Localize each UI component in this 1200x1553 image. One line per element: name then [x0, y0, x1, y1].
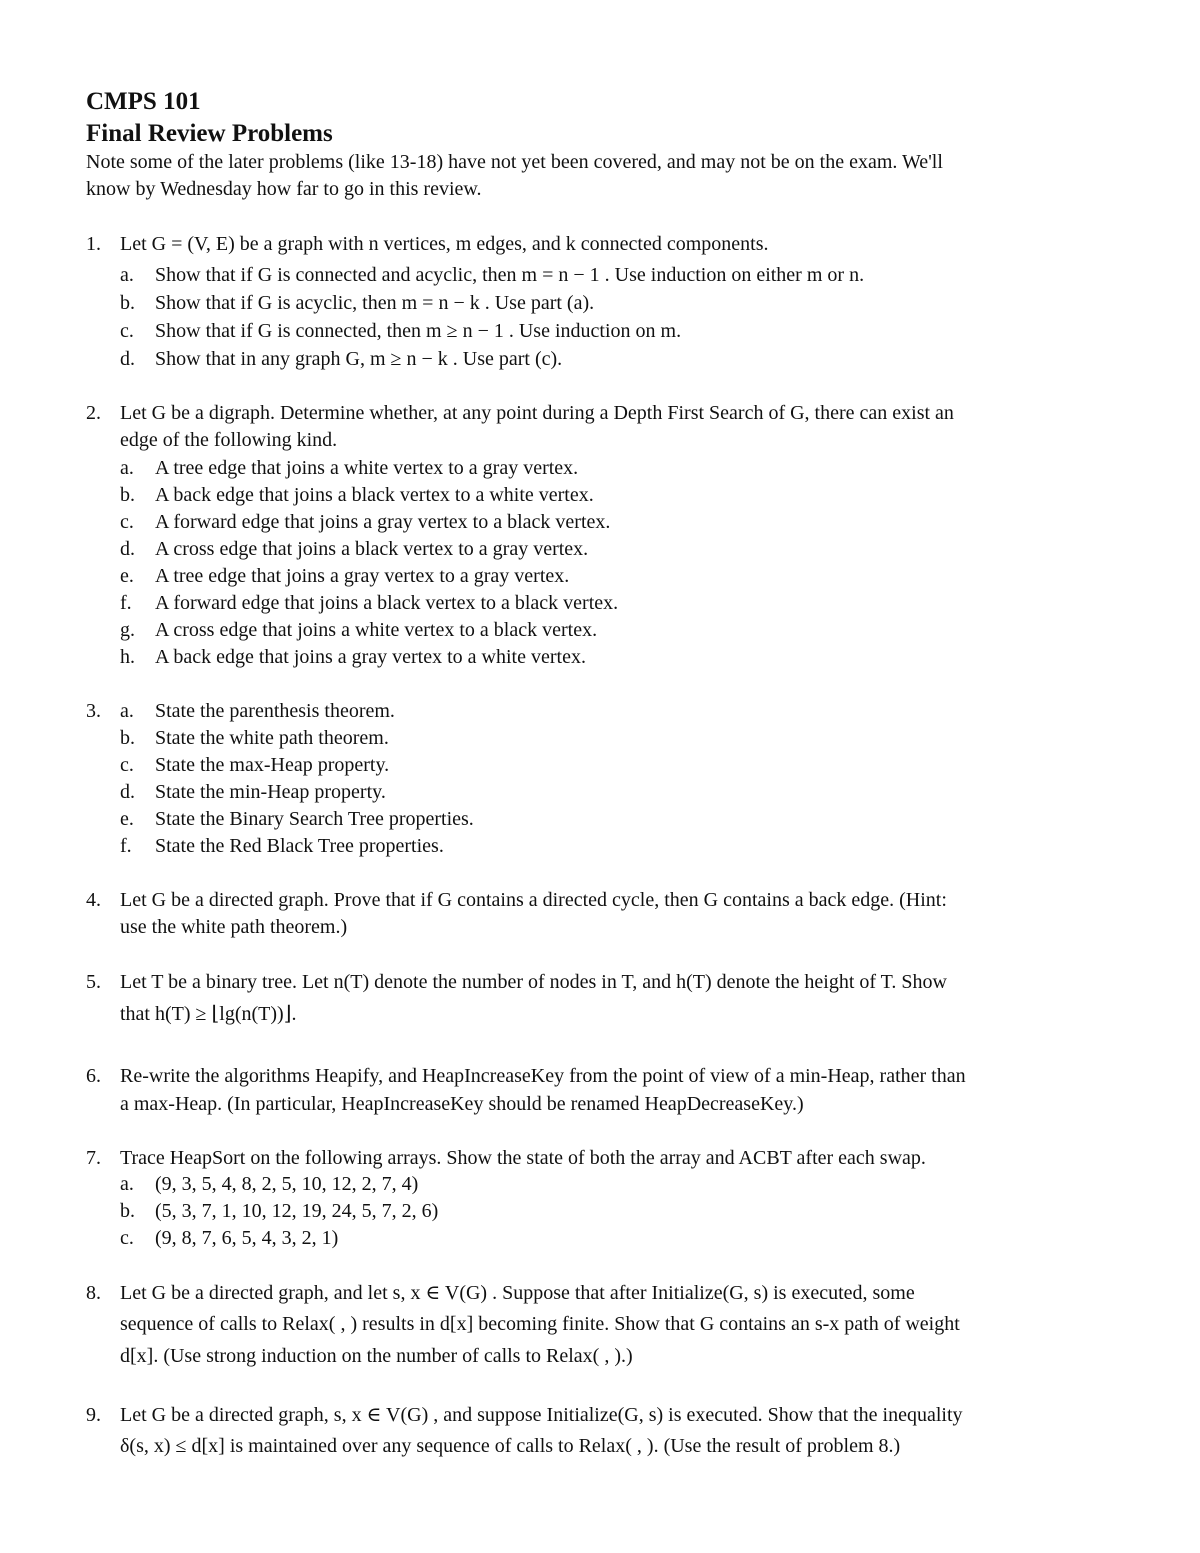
- problem-8-statement-line-2: sequence of calls to Relax( , ) results in d[x] becoming finite. Show that G contains an s-x path of weight: [120, 1313, 960, 1335]
- problem-2-statement-line-2: edge of the following kind.: [120, 429, 338, 451]
- problem-1-statement: Let G = (V, E) be a graph with n vertices, m edges, and k connected components.: [120, 233, 769, 255]
- problem-2c-text: A forward edge that joins a gray vertex to a black vertex.: [155, 511, 611, 533]
- problem-7a-text: (9, 3, 5, 4, 8, 2, 5, 10, 12, 2, 7, 4): [155, 1173, 419, 1195]
- problem-6-number: 6.: [86, 1065, 101, 1087]
- problem-2h-text: A back edge that joins a gray vertex to a white vertex.: [155, 646, 586, 668]
- problem-1c-text: Show that if G is connected, then m ≥ n − 1 . Use induction on m.: [155, 320, 682, 342]
- problem-2c-label: c.: [120, 511, 134, 533]
- problem-2e-text: A tree edge that joins a gray vertex to a gray vertex.: [155, 565, 570, 587]
- problem-7-number: 7.: [86, 1147, 101, 1169]
- problem-2f-label: f.: [120, 592, 132, 614]
- problem-8-number: 8.: [86, 1282, 101, 1304]
- problem-2g-text: A cross edge that joins a white vertex to a black vertex.: [155, 619, 598, 641]
- problem-7b-label: b.: [120, 1200, 135, 1222]
- problem-1d-text: Show that in any graph G, m ≥ n − k . Use part (c).: [155, 348, 563, 370]
- problem-9-number: 9.: [86, 1404, 101, 1426]
- problem-3a-text: State the parenthesis theorem.: [155, 700, 395, 722]
- problem-4-statement-line-1: Let G be a directed graph. Prove that if G contains a directed cycle, then G contains a back edge. (Hint:: [120, 889, 947, 911]
- course-title: CMPS 101: [86, 88, 201, 115]
- intro-note-line-2: know by Wednesday how far to go in this review.: [86, 178, 482, 200]
- problem-3-number: 3.: [86, 700, 101, 722]
- problem-4-number: 4.: [86, 889, 101, 911]
- problem-2-number: 2.: [86, 402, 101, 424]
- problem-6-statement-line-2: a max-Heap. (In particular, HeapIncreaseKey should be renamed HeapDecreaseKey.): [120, 1093, 804, 1115]
- problem-3d-text: State the min-Heap property.: [155, 781, 386, 803]
- problem-7c-text: (9, 8, 7, 6, 5, 4, 3, 2, 1): [155, 1227, 339, 1249]
- problem-3c-text: State the max-Heap property.: [155, 754, 390, 776]
- problem-1a-text: Show that if G is connected and acyclic, then m = n − 1 . Use induction on either m or n.: [155, 264, 865, 286]
- problem-2h-label: h.: [120, 646, 135, 668]
- problem-7b-text: (5, 3, 7, 1, 10, 12, 19, 24, 5, 7, 2, 6): [155, 1200, 439, 1222]
- document-title: Final Review Problems: [86, 120, 333, 147]
- problem-7c-label: c.: [120, 1227, 134, 1249]
- problem-2d-text: A cross edge that joins a black vertex to a gray vertex.: [155, 538, 589, 560]
- problem-7a-label: a.: [120, 1173, 134, 1195]
- problem-8-statement-line-1: Let G be a directed graph, and let s, x ∈ V(G) . Suppose that after Initialize(G, s) is executed, some: [120, 1282, 915, 1304]
- problem-3a-label: a.: [120, 700, 134, 722]
- problem-1b-label: b.: [120, 292, 135, 314]
- problem-1b-text: Show that if G is acyclic, then m = n − k . Use part (a).: [155, 292, 595, 314]
- problem-2a-text: A tree edge that joins a white vertex to a gray vertex.: [155, 457, 579, 479]
- problem-2b-text: A back edge that joins a black vertex to a white vertex.: [155, 484, 594, 506]
- problem-1c-label: c.: [120, 320, 134, 342]
- problem-2f-text: A forward edge that joins a black vertex to a black vertex.: [155, 592, 619, 614]
- problem-2-statement-line-1: Let G be a digraph. Determine whether, at any point during a Depth First Search of G, there can exist an: [120, 402, 954, 424]
- problem-2b-label: b.: [120, 484, 135, 506]
- problem-3b-label: b.: [120, 727, 135, 749]
- problem-5-number: 5.: [86, 971, 101, 993]
- problem-3c-label: c.: [120, 754, 134, 776]
- problem-2g-label: g.: [120, 619, 135, 641]
- problem-1a-label: a.: [120, 264, 134, 286]
- problem-1-number: 1.: [86, 233, 101, 255]
- problem-3d-label: d.: [120, 781, 135, 803]
- problem-9-statement-line-1: Let G be a directed graph, s, x ∈ V(G) , and suppose Initialize(G, s) is executed. Show that the inequality: [120, 1404, 963, 1426]
- problem-2d-label: d.: [120, 538, 135, 560]
- problem-7-statement: Trace HeapSort on the following arrays. Show the state of both the array and ACBT after each swap.: [120, 1147, 926, 1169]
- problem-9-statement-line-2: δ(s, x) ≤ d[x] is maintained over any sequence of calls to Relax( , ). (Use the result of problem 8.): [120, 1435, 901, 1457]
- problem-3f-text: State the Red Black Tree properties.: [155, 835, 444, 857]
- problem-4-statement-line-2: use the white path theorem.): [120, 916, 348, 938]
- problem-1d-label: d.: [120, 348, 135, 370]
- problem-3e-label: e.: [120, 808, 134, 830]
- problem-5-statement-line-1: Let T be a binary tree. Let n(T) denote the number of nodes in T, and h(T) denote the height of T. Show: [120, 971, 947, 993]
- problem-3b-text: State the white path theorem.: [155, 727, 389, 749]
- intro-note-line-1: Note some of the later problems (like 13-18) have not yet been covered, and may not be on the exam. We'll: [86, 151, 943, 173]
- problem-3e-text: State the Binary Search Tree properties.: [155, 808, 474, 830]
- problem-3f-label: f.: [120, 835, 132, 857]
- problem-2a-label: a.: [120, 457, 134, 479]
- problem-6-statement-line-1: Re-write the algorithms Heapify, and HeapIncreaseKey from the point of view of a min-Heap, rather than: [120, 1065, 966, 1087]
- problem-8-statement-line-3: d[x]. (Use strong induction on the number of calls to Relax( , ).): [120, 1345, 633, 1367]
- problem-2e-label: e.: [120, 565, 134, 587]
- problem-5-statement-line-2: that h(T) ≥ ⌊lg(n(T))⌋.: [120, 1003, 297, 1025]
